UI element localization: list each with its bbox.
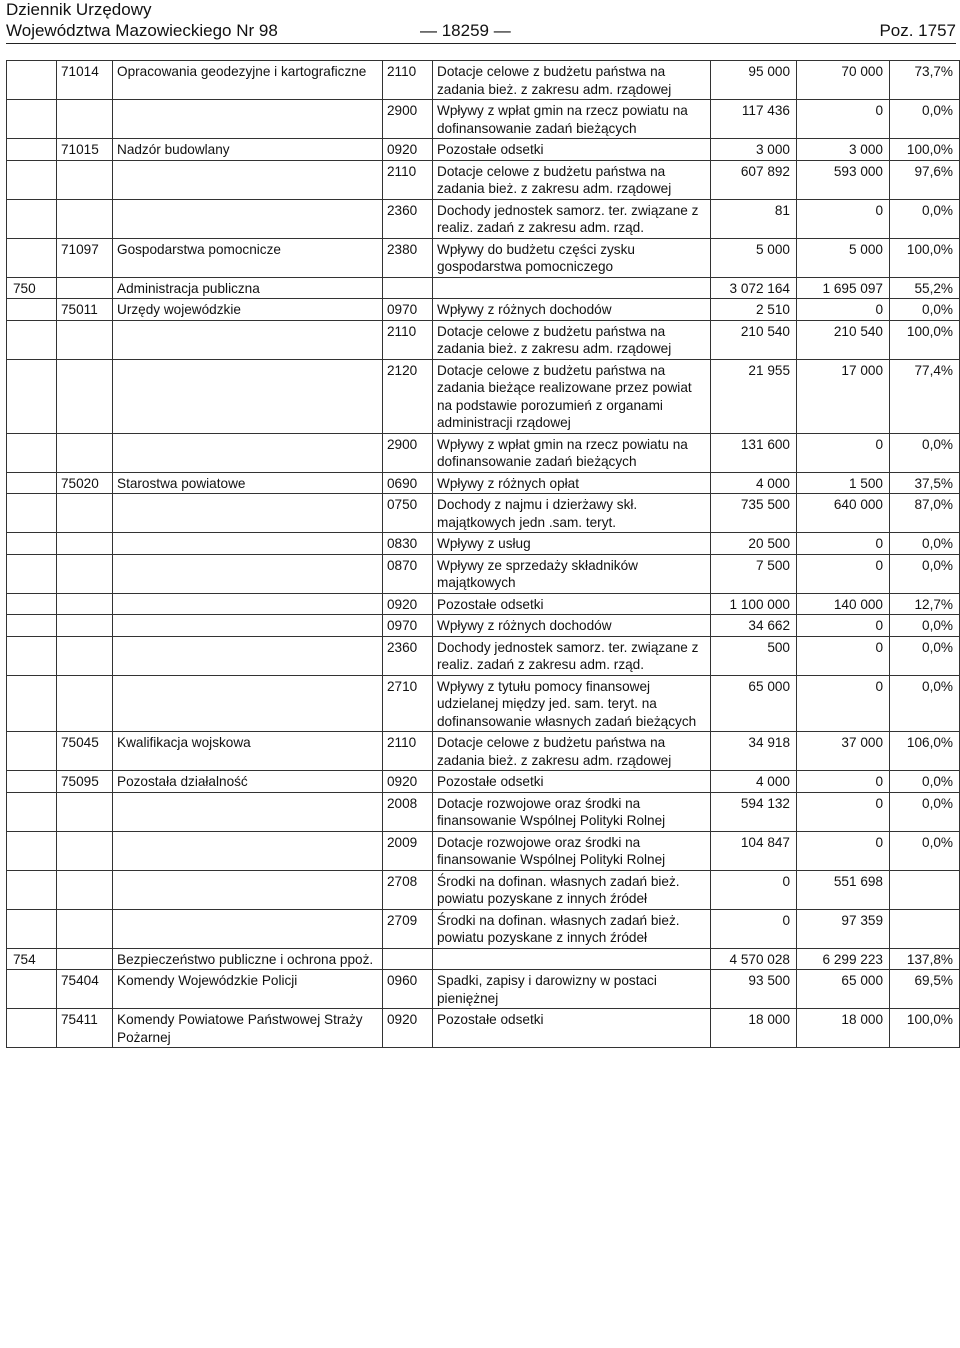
section-name-cell bbox=[113, 636, 383, 675]
paragraph-name-cell: Pozostałe odsetki bbox=[433, 593, 711, 615]
paragraph-code-cell: 0920 bbox=[383, 1009, 433, 1048]
journal-title: Dziennik Urzędowy bbox=[6, 0, 152, 19]
table-row bbox=[7, 732, 960, 771]
chapter-cell bbox=[7, 100, 57, 139]
paragraph-name-cell: Dotacje rozwojowe oraz środki na finansowanie Wspólnej Polityki Rolnej bbox=[433, 792, 711, 831]
paragraph-code-cell: 2900 bbox=[383, 433, 433, 472]
executed-amount-cell: 210 540 bbox=[797, 320, 890, 359]
paragraph-name-cell: Wpływy z usług bbox=[433, 533, 711, 555]
section-code-cell bbox=[57, 433, 113, 472]
chapter-cell bbox=[7, 771, 57, 793]
paragraph-name-cell: Wpływy z różnych opłat bbox=[433, 472, 711, 494]
section-code-cell: 75011 bbox=[57, 299, 113, 321]
executed-amount-cell: 551 698 bbox=[797, 870, 890, 909]
table-row bbox=[7, 909, 960, 948]
paragraph-code-cell: 2360 bbox=[383, 199, 433, 238]
paragraph-name-cell: Dotacje rozwojowe oraz środki na finansowanie Wspólnej Polityki Rolnej bbox=[433, 831, 711, 870]
section-code-cell bbox=[57, 948, 113, 970]
table-row bbox=[7, 359, 960, 433]
section-name-cell: Kwalifikacja wojskowa bbox=[113, 732, 383, 771]
chapter-cell bbox=[7, 554, 57, 593]
executed-amount-cell: 37 000 bbox=[797, 732, 890, 771]
percent-cell: 0,0% bbox=[890, 554, 960, 593]
planned-amount-cell: 2 510 bbox=[711, 299, 797, 321]
table-row bbox=[7, 792, 960, 831]
section-code-cell bbox=[57, 593, 113, 615]
paragraph-code-cell: 2900 bbox=[383, 100, 433, 139]
section-code-cell bbox=[57, 870, 113, 909]
paragraph-name-cell: Wpływy z wpłat gmin na rzecz powiatu na dofinansowanie zadań bieżących bbox=[433, 100, 711, 139]
chapter-cell bbox=[7, 472, 57, 494]
section-code-cell bbox=[57, 359, 113, 433]
percent-cell: 97,6% bbox=[890, 160, 960, 199]
executed-amount-cell: 593 000 bbox=[797, 160, 890, 199]
section-code-cell bbox=[57, 160, 113, 199]
percent-cell bbox=[890, 870, 960, 909]
section-code-cell bbox=[57, 533, 113, 555]
planned-amount-cell: 4 000 bbox=[711, 472, 797, 494]
executed-amount-cell: 0 bbox=[797, 100, 890, 139]
section-name-cell: Komendy Powiatowe Państwowej Straży Pożarnej bbox=[113, 1009, 383, 1048]
planned-amount-cell: 210 540 bbox=[711, 320, 797, 359]
chapter-cell bbox=[7, 139, 57, 161]
planned-amount-cell: 4 570 028 bbox=[711, 948, 797, 970]
paragraph-name-cell: Wpływy ze sprzedaży składników majątkowych bbox=[433, 554, 711, 593]
section-name-cell: Opracowania geodezyjne i kartograficzne bbox=[113, 61, 383, 100]
section-name-cell bbox=[113, 533, 383, 555]
chapter-cell bbox=[7, 199, 57, 238]
chapter-cell bbox=[7, 433, 57, 472]
section-code-cell bbox=[57, 199, 113, 238]
percent-cell: 0,0% bbox=[890, 636, 960, 675]
table-row bbox=[7, 320, 960, 359]
paragraph-name-cell: Wpływy z różnych dochodów bbox=[433, 299, 711, 321]
percent-cell: 0,0% bbox=[890, 100, 960, 139]
paragraph-name-cell: Dotacje celowe z budżetu państwa na zadania bież. z zakresu adm. rządowej bbox=[433, 160, 711, 199]
executed-amount-cell: 1 500 bbox=[797, 472, 890, 494]
section-name-cell: Nadzór budowlany bbox=[113, 139, 383, 161]
paragraph-name-cell: Wpływy z tytułu pomocy finansowej udzielanej między jed. sam. teryt. na dofinansowanie własnych zadań bieżących bbox=[433, 675, 711, 732]
paragraph-code-cell: 2709 bbox=[383, 909, 433, 948]
budget-table bbox=[6, 60, 960, 1048]
section-code-cell bbox=[57, 675, 113, 732]
table-row bbox=[7, 494, 960, 533]
journal-issue: Województwa Mazowieckiego Nr 98 bbox=[6, 21, 278, 40]
planned-amount-cell: 81 bbox=[711, 199, 797, 238]
executed-amount-cell: 0 bbox=[797, 636, 890, 675]
table-row bbox=[7, 593, 960, 615]
table-row bbox=[7, 831, 960, 870]
planned-amount-cell: 1 100 000 bbox=[711, 593, 797, 615]
chapter-cell bbox=[7, 1009, 57, 1048]
table-row bbox=[7, 675, 960, 732]
executed-amount-cell: 1 695 097 bbox=[797, 277, 890, 299]
paragraph-name-cell: Pozostałe odsetki bbox=[433, 1009, 711, 1048]
section-name-cell bbox=[113, 494, 383, 533]
planned-amount-cell: 735 500 bbox=[711, 494, 797, 533]
chapter-cell bbox=[7, 792, 57, 831]
chapter-cell bbox=[7, 299, 57, 321]
section-name-cell bbox=[113, 909, 383, 948]
paragraph-code-cell bbox=[383, 277, 433, 299]
paragraph-name-cell: Środki na dofinan. własnych zadań bież. powiatu pozyskane z innych źródeł bbox=[433, 870, 711, 909]
table-row bbox=[7, 433, 960, 472]
table-row bbox=[7, 771, 960, 793]
section-code-cell: 75411 bbox=[57, 1009, 113, 1048]
table-row bbox=[7, 160, 960, 199]
section-name-cell bbox=[113, 792, 383, 831]
planned-amount-cell: 18 000 bbox=[711, 1009, 797, 1048]
planned-amount-cell: 3 000 bbox=[711, 139, 797, 161]
section-code-cell bbox=[57, 909, 113, 948]
paragraph-name-cell: Wpływy do budżetu części zysku gospodarstwa pomocniczego bbox=[433, 238, 711, 277]
chapter-cell: 754 bbox=[7, 948, 57, 970]
chapter-cell bbox=[7, 675, 57, 732]
table-row bbox=[7, 615, 960, 637]
table-row bbox=[7, 61, 960, 100]
paragraph-name-cell: Pozostałe odsetki bbox=[433, 771, 711, 793]
percent-cell: 0,0% bbox=[890, 199, 960, 238]
percent-cell: 0,0% bbox=[890, 675, 960, 732]
executed-amount-cell: 97 359 bbox=[797, 909, 890, 948]
percent-cell: 100,0% bbox=[890, 1009, 960, 1048]
table-row bbox=[7, 554, 960, 593]
planned-amount-cell: 607 892 bbox=[711, 160, 797, 199]
paragraph-code-cell: 0830 bbox=[383, 533, 433, 555]
executed-amount-cell: 0 bbox=[797, 771, 890, 793]
paragraph-name-cell: Dotacje celowe z budżetu państwa na zadania bież. z zakresu adm. rządowej bbox=[433, 320, 711, 359]
paragraph-code-cell: 0750 bbox=[383, 494, 433, 533]
page-number: — 18259 — bbox=[420, 21, 511, 40]
executed-amount-cell: 5 000 bbox=[797, 238, 890, 277]
paragraph-name-cell: Dochody z najmu i dzierżawy skł. majątkowych jedn .sam. teryt. bbox=[433, 494, 711, 533]
planned-amount-cell: 34 662 bbox=[711, 615, 797, 637]
paragraph-code-cell: 2008 bbox=[383, 792, 433, 831]
percent-cell: 87,0% bbox=[890, 494, 960, 533]
section-name-cell: Bezpieczeństwo publiczne i ochrona ppoż. bbox=[113, 948, 383, 970]
planned-amount-cell: 21 955 bbox=[711, 359, 797, 433]
section-code-cell bbox=[57, 320, 113, 359]
percent-cell: 0,0% bbox=[890, 533, 960, 555]
table-row bbox=[7, 870, 960, 909]
section-name-cell bbox=[113, 831, 383, 870]
planned-amount-cell: 104 847 bbox=[711, 831, 797, 870]
section-name-cell: Starostwa powiatowe bbox=[113, 472, 383, 494]
percent-cell: 100,0% bbox=[890, 139, 960, 161]
section-name-cell bbox=[113, 160, 383, 199]
executed-amount-cell: 140 000 bbox=[797, 593, 890, 615]
section-code-cell bbox=[57, 615, 113, 637]
section-name-cell: Komendy Wojewódzkie Policji bbox=[113, 970, 383, 1009]
budget-table-body bbox=[7, 61, 960, 1048]
executed-amount-cell: 0 bbox=[797, 554, 890, 593]
planned-amount-cell: 7 500 bbox=[711, 554, 797, 593]
chapter-cell bbox=[7, 831, 57, 870]
paragraph-name-cell: Dochody jednostek samorz. ter. związane z realiz. zadań z zakresu adm. rząd. bbox=[433, 199, 711, 238]
percent-cell: 0,0% bbox=[890, 615, 960, 637]
section-name-cell bbox=[113, 100, 383, 139]
executed-amount-cell: 17 000 bbox=[797, 359, 890, 433]
percent-cell: 55,2% bbox=[890, 277, 960, 299]
paragraph-code-cell: 0690 bbox=[383, 472, 433, 494]
planned-amount-cell: 65 000 bbox=[711, 675, 797, 732]
section-name-cell: Gospodarstwa pomocnicze bbox=[113, 238, 383, 277]
planned-amount-cell: 93 500 bbox=[711, 970, 797, 1009]
percent-cell: 106,0% bbox=[890, 732, 960, 771]
table-row bbox=[7, 100, 960, 139]
executed-amount-cell: 0 bbox=[797, 433, 890, 472]
chapter-cell bbox=[7, 593, 57, 615]
chapter-cell bbox=[7, 61, 57, 100]
paragraph-code-cell: 0870 bbox=[383, 554, 433, 593]
table-row bbox=[7, 199, 960, 238]
chapter-cell bbox=[7, 615, 57, 637]
chapter-cell bbox=[7, 494, 57, 533]
paragraph-name-cell: Wpływy z wpłat gmin na rzecz powiatu na dofinansowanie zadań bieżących bbox=[433, 433, 711, 472]
percent-cell: 0,0% bbox=[890, 792, 960, 831]
planned-amount-cell: 4 000 bbox=[711, 771, 797, 793]
section-code-cell bbox=[57, 792, 113, 831]
percent-cell: 69,5% bbox=[890, 970, 960, 1009]
table-row bbox=[7, 948, 960, 970]
table-row bbox=[7, 277, 960, 299]
executed-amount-cell: 0 bbox=[797, 792, 890, 831]
paragraph-code-cell: 2120 bbox=[383, 359, 433, 433]
paragraph-name-cell: Dotacje celowe z budżetu państwa na zadania bież. z zakresu adm. rządowej bbox=[433, 732, 711, 771]
section-name-cell: Pozostała działalność bbox=[113, 771, 383, 793]
planned-amount-cell: 0 bbox=[711, 870, 797, 909]
planned-amount-cell: 0 bbox=[711, 909, 797, 948]
paragraph-name-cell: Dochody jednostek samorz. ter. związane z realiz. zadań z zakresu adm. rząd. bbox=[433, 636, 711, 675]
percent-cell: 100,0% bbox=[890, 320, 960, 359]
section-name-cell bbox=[113, 359, 383, 433]
chapter-cell bbox=[7, 320, 57, 359]
section-code-cell: 71097 bbox=[57, 238, 113, 277]
section-name-cell bbox=[113, 320, 383, 359]
chapter-cell bbox=[7, 732, 57, 771]
executed-amount-cell: 0 bbox=[797, 199, 890, 238]
executed-amount-cell: 6 299 223 bbox=[797, 948, 890, 970]
paragraph-code-cell: 0920 bbox=[383, 771, 433, 793]
executed-amount-cell: 0 bbox=[797, 615, 890, 637]
chapter-cell bbox=[7, 533, 57, 555]
planned-amount-cell: 500 bbox=[711, 636, 797, 675]
planned-amount-cell: 3 072 164 bbox=[711, 277, 797, 299]
paragraph-name-cell bbox=[433, 948, 711, 970]
chapter-cell bbox=[7, 160, 57, 199]
paragraph-code-cell: 0920 bbox=[383, 593, 433, 615]
paragraph-name-cell: Spadki, zapisy i darowizny w postaci pieniężnej bbox=[433, 970, 711, 1009]
percent-cell: 0,0% bbox=[890, 831, 960, 870]
section-code-cell: 71015 bbox=[57, 139, 113, 161]
chapter-cell bbox=[7, 870, 57, 909]
section-code-cell: 75020 bbox=[57, 472, 113, 494]
section-name-cell bbox=[113, 199, 383, 238]
section-code-cell bbox=[57, 554, 113, 593]
section-name-cell: Urzędy wojewódzkie bbox=[113, 299, 383, 321]
percent-cell: 137,8% bbox=[890, 948, 960, 970]
table-row bbox=[7, 533, 960, 555]
paragraph-code-cell: 0920 bbox=[383, 139, 433, 161]
planned-amount-cell: 5 000 bbox=[711, 238, 797, 277]
planned-amount-cell: 20 500 bbox=[711, 533, 797, 555]
percent-cell: 37,5% bbox=[890, 472, 960, 494]
percent-cell: 77,4% bbox=[890, 359, 960, 433]
table-row bbox=[7, 636, 960, 675]
section-code-cell bbox=[57, 636, 113, 675]
planned-amount-cell: 95 000 bbox=[711, 61, 797, 100]
table-row bbox=[7, 472, 960, 494]
section-name-cell: Administracja publiczna bbox=[113, 277, 383, 299]
paragraph-code-cell: 2710 bbox=[383, 675, 433, 732]
paragraph-code-cell bbox=[383, 948, 433, 970]
paragraph-code-cell: 2110 bbox=[383, 61, 433, 100]
paragraph-code-cell: 2009 bbox=[383, 831, 433, 870]
table-row bbox=[7, 139, 960, 161]
executed-amount-cell: 0 bbox=[797, 675, 890, 732]
percent-cell bbox=[890, 909, 960, 948]
percent-cell: 12,7% bbox=[890, 593, 960, 615]
chapter-cell bbox=[7, 238, 57, 277]
executed-amount-cell: 65 000 bbox=[797, 970, 890, 1009]
page-header bbox=[0, 0, 960, 44]
section-name-cell bbox=[113, 554, 383, 593]
paragraph-name-cell: Wpływy z różnych dochodów bbox=[433, 615, 711, 637]
position-number: Poz. 1757 bbox=[879, 21, 956, 40]
paragraph-code-cell: 0970 bbox=[383, 299, 433, 321]
chapter-cell bbox=[7, 359, 57, 433]
section-code-cell: 75095 bbox=[57, 771, 113, 793]
section-name-cell bbox=[113, 675, 383, 732]
paragraph-name-cell bbox=[433, 277, 711, 299]
chapter-cell: 750 bbox=[7, 277, 57, 299]
executed-amount-cell: 0 bbox=[797, 299, 890, 321]
executed-amount-cell: 3 000 bbox=[797, 139, 890, 161]
section-code-cell bbox=[57, 100, 113, 139]
paragraph-code-cell: 2110 bbox=[383, 320, 433, 359]
chapter-cell bbox=[7, 970, 57, 1009]
section-code-cell: 75045 bbox=[57, 732, 113, 771]
planned-amount-cell: 131 600 bbox=[711, 433, 797, 472]
paragraph-name-cell: Środki na dofinan. własnych zadań bież. powiatu pozyskane z innych źródeł bbox=[433, 909, 711, 948]
section-code-cell bbox=[57, 494, 113, 533]
paragraph-code-cell: 2708 bbox=[383, 870, 433, 909]
paragraph-name-cell: Pozostałe odsetki bbox=[433, 139, 711, 161]
paragraph-code-cell: 0970 bbox=[383, 615, 433, 637]
section-name-cell bbox=[113, 870, 383, 909]
executed-amount-cell: 18 000 bbox=[797, 1009, 890, 1048]
planned-amount-cell: 117 436 bbox=[711, 100, 797, 139]
header-divider bbox=[6, 43, 956, 44]
paragraph-code-cell: 2110 bbox=[383, 160, 433, 199]
chapter-cell bbox=[7, 909, 57, 948]
paragraph-name-cell: Dotacje celowe z budżetu państwa na zadania bieżące realizowane przez powiat na podstawie porozumień z organami administracji rządowej bbox=[433, 359, 711, 433]
table-row bbox=[7, 238, 960, 277]
section-name-cell bbox=[113, 615, 383, 637]
paragraph-code-cell: 0960 bbox=[383, 970, 433, 1009]
paragraph-code-cell: 2110 bbox=[383, 732, 433, 771]
executed-amount-cell: 0 bbox=[797, 533, 890, 555]
paragraph-code-cell: 2360 bbox=[383, 636, 433, 675]
percent-cell: 0,0% bbox=[890, 299, 960, 321]
section-name-cell bbox=[113, 593, 383, 615]
section-code-cell: 75404 bbox=[57, 970, 113, 1009]
chapter-cell bbox=[7, 636, 57, 675]
section-name-cell bbox=[113, 433, 383, 472]
section-code-cell: 71014 bbox=[57, 61, 113, 100]
section-code-cell bbox=[57, 831, 113, 870]
section-code-cell bbox=[57, 277, 113, 299]
planned-amount-cell: 34 918 bbox=[711, 732, 797, 771]
percent-cell: 0,0% bbox=[890, 771, 960, 793]
percent-cell: 100,0% bbox=[890, 238, 960, 277]
paragraph-code-cell: 2380 bbox=[383, 238, 433, 277]
percent-cell: 0,0% bbox=[890, 433, 960, 472]
table-row bbox=[7, 299, 960, 321]
executed-amount-cell: 0 bbox=[797, 831, 890, 870]
executed-amount-cell: 70 000 bbox=[797, 61, 890, 100]
table-row bbox=[7, 1009, 960, 1048]
paragraph-name-cell: Dotacje celowe z budżetu państwa na zadania bież. z zakresu adm. rządowej bbox=[433, 61, 711, 100]
percent-cell: 73,7% bbox=[890, 61, 960, 100]
table-row bbox=[7, 970, 960, 1009]
executed-amount-cell: 640 000 bbox=[797, 494, 890, 533]
planned-amount-cell: 594 132 bbox=[711, 792, 797, 831]
